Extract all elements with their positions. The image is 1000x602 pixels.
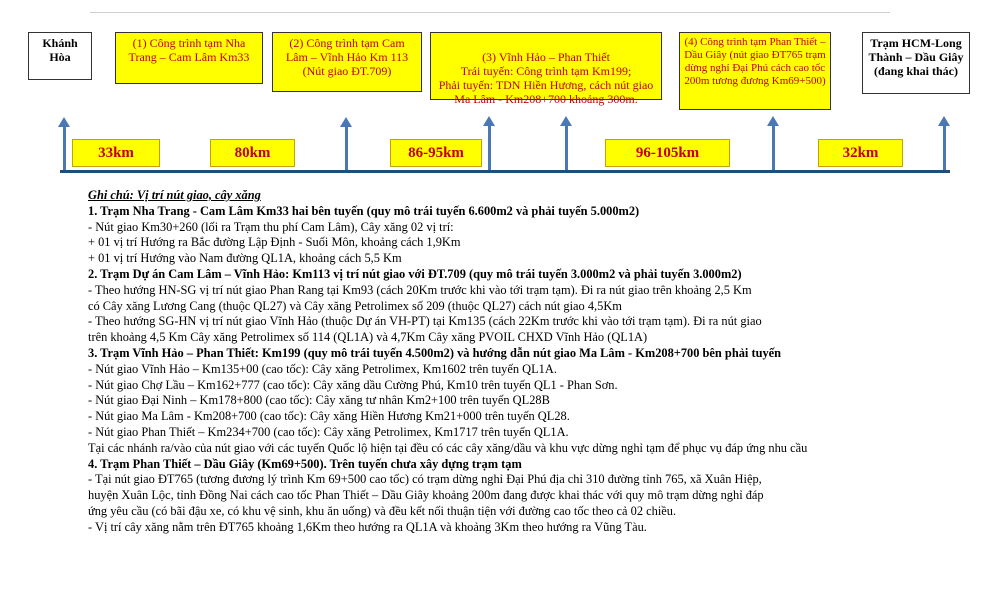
- distance-label-5: 32km: [818, 139, 903, 167]
- station-4-label: (4) Công trình tạm Phan Thiết – Dầu Giây (nút giao ĐT765 trạm dừng nghỉ Đại Phú cách cao tốc 200m tương đương Km69+500): [684, 36, 826, 87]
- note-line: - Theo hướng HN-SG vị trí nút giao Phan Rang tại Km93 (cách 20Km trước khi vào tới trạm tạm). Đi ra nút giao trên khoảng 2,5 Km: [88, 282, 752, 297]
- station-1-label: (1) Công trình tạm Nha Trang – Cam Lâm Km33: [128, 36, 250, 64]
- note-line: - Nút giao Vĩnh Hảo – Km135+00 (cao tốc): Cây xăng Petrolimex, Km1602 trên tuyến QL1A.: [88, 361, 557, 376]
- note-line: - Nút giao Phan Thiết – Km234+700 (cao tốc): Cây xăng Petrolimex, Km1717 trên tuyến QL1A.: [88, 424, 569, 439]
- station-khanh-hoa-label: Khánh Hòa: [42, 36, 78, 64]
- distance-label-2: 80km: [210, 139, 295, 167]
- notes-title: Ghi chú: Vị trí nút giao, cây xăng: [88, 188, 261, 202]
- note-line: có Cây xăng Lương Cang (thuộc QL27) và Cây xăng Petrolimex số 209 (thuộc QL27) cách nút giao 4,5Km: [88, 298, 622, 313]
- station-1-nha-trang-cam-lam: [115, 32, 263, 84]
- note-line: huyện Xuân Lộc, tỉnh Đồng Nai cách cao tốc Phan Thiết – Dầu Giây khoảng 200m đang được khai thác với quy mô trạm dừng nghỉ đáp: [88, 488, 764, 503]
- top-border-line: [90, 0, 890, 13]
- station-2-cam-lam-vinh-hao: [272, 32, 422, 92]
- arrow-up-icon: [63, 126, 66, 171]
- note-line: - Vị trí cây xăng nằm trên ĐT765 khoảng 1,6Km theo hướng ra QL1A và khoảng 3Km theo hướng ra Vũng Tàu.: [88, 519, 647, 534]
- arrow-up-icon: [488, 125, 491, 171]
- note-line: - Nút giao Chợ Lầu – Km162+777 (cao tốc): Cây xăng dầu Cường Phú, Km10 trên tuyến QL1 - Phan Sơn.: [88, 377, 618, 392]
- distance-label-1: 33km: [72, 139, 160, 167]
- station-khanh-hoa: [28, 32, 92, 80]
- station-hcm-long-thanh-dau-giay: [862, 32, 970, 94]
- note-line: + 01 vị trí Hướng vào Nam đường QL1A, khoảng cách 5,5 Km: [88, 251, 402, 266]
- note-line: + 01 vị trí Hướng ra Bắc đường Lập Định - Suối Môn, khoảng cách 1,9Km: [88, 235, 461, 250]
- note-line: ứng yêu cầu (có bãi đậu xe, có khu vệ sinh, khu ăn uống) và đều kết nối thuận tiện với đường cao tốc theo cả 02 chiều.: [88, 503, 677, 518]
- notes-lines: [88, 204, 988, 536]
- arrow-up-icon: [345, 126, 348, 171]
- notes-section: [88, 188, 988, 536]
- note-line: - Nút giao Km30+260 (lối ra Trạm thu phí Cam Lâm), Cây xăng 02 vị trí:: [88, 219, 454, 234]
- station-4-phan-thiet-dau-giay: [679, 32, 831, 110]
- arrow-up-icon: [943, 125, 946, 171]
- note-line: - Nút giao Ma Lâm - Km208+700 (cao tốc): Cây xăng Hiền Hương Km21+000 trên tuyến QL28.: [88, 409, 570, 424]
- note-line: - Nút giao Đại Ninh – Km178+800 (cao tốc): Cây xăng tư nhân Km2+100 trên tuyến QL28B: [88, 393, 550, 408]
- note-line: - Theo hướng SG-HN vị trí nút giao Vĩnh Hảo (thuộc Dự án VH-PT) tại Km135 (cách 22Km trước khi vào tới trạm tạm). Đi ra nút giao: [88, 314, 762, 329]
- note-line: trên khoảng 4,5 Km Cây xăng Petrolimex số 114 (QL1A) và 4,7Km Cây xăng PVOIL CHXD Vĩnh Hảo (QL1A): [88, 330, 648, 345]
- note-heading: 4. Trạm Phan Thiết – Dầu Giây (Km69+500). Trên tuyến chưa xây dựng trạm tạm: [88, 456, 522, 471]
- station-end-label: Trạm HCM-Long Thành – Dầu Giây (đang khai thác): [868, 36, 964, 78]
- route-axis-line: [60, 170, 950, 173]
- note-heading: 3. Trạm Vĩnh Hảo – Phan Thiết: Km199 (quy mô trái tuyến 4.500m2) và hướng dẫn nút giao Ma Lâm - Km208+700 bên phải tuyến: [88, 345, 782, 360]
- arrow-up-icon: [772, 125, 775, 171]
- note-heading: 2. Trạm Dự án Cam Lâm – Vĩnh Hảo: Km113 vị trí nút giao với ĐT.709 (quy mô trái tuyến 3.000m2 và phải tuyến 3.000m2): [88, 266, 742, 281]
- station-2-label: (2) Công trình tạm Cam Lâm – Vĩnh Hảo Km 113 (Nút giao ĐT.709): [285, 36, 409, 78]
- station-3-label: (3) Vĩnh Hảo – Phan Thiết Trái tuyến: Công trình tạm Km199; Phải tuyến: TDN Hiền Hương, cách nút giao Ma Lâm - Km208+700 khoảng 300m.: [438, 50, 654, 106]
- note-line: Tại các nhánh ra/vào của nút giao với các tuyến Quốc lộ hiện tại đều có các cây xăng/dầu và khu vực dừng nghỉ tạm để phục vụ đáp ứng nhu cầu: [88, 440, 808, 455]
- distance-label-3: 86-95km: [390, 139, 482, 167]
- arrow-up-icon: [565, 125, 568, 171]
- distance-label-4: 96-105km: [605, 139, 730, 167]
- note-heading: 1. Trạm Nha Trang - Cam Lâm Km33 hai bên tuyến (quy mô trái tuyến 6.600m2 và phải tuyến 5.000m2): [88, 203, 640, 218]
- note-line: - Tại nút giao ĐT765 (tương đương lý trình Km 69+500 cao tốc) có trạm dừng nghỉ Đại Phú địa chỉ 310 đường tỉnh 765, xã Xuân Hiệp,: [88, 472, 762, 487]
- station-3-vinh-hao-phan-thiet: [430, 32, 662, 106]
